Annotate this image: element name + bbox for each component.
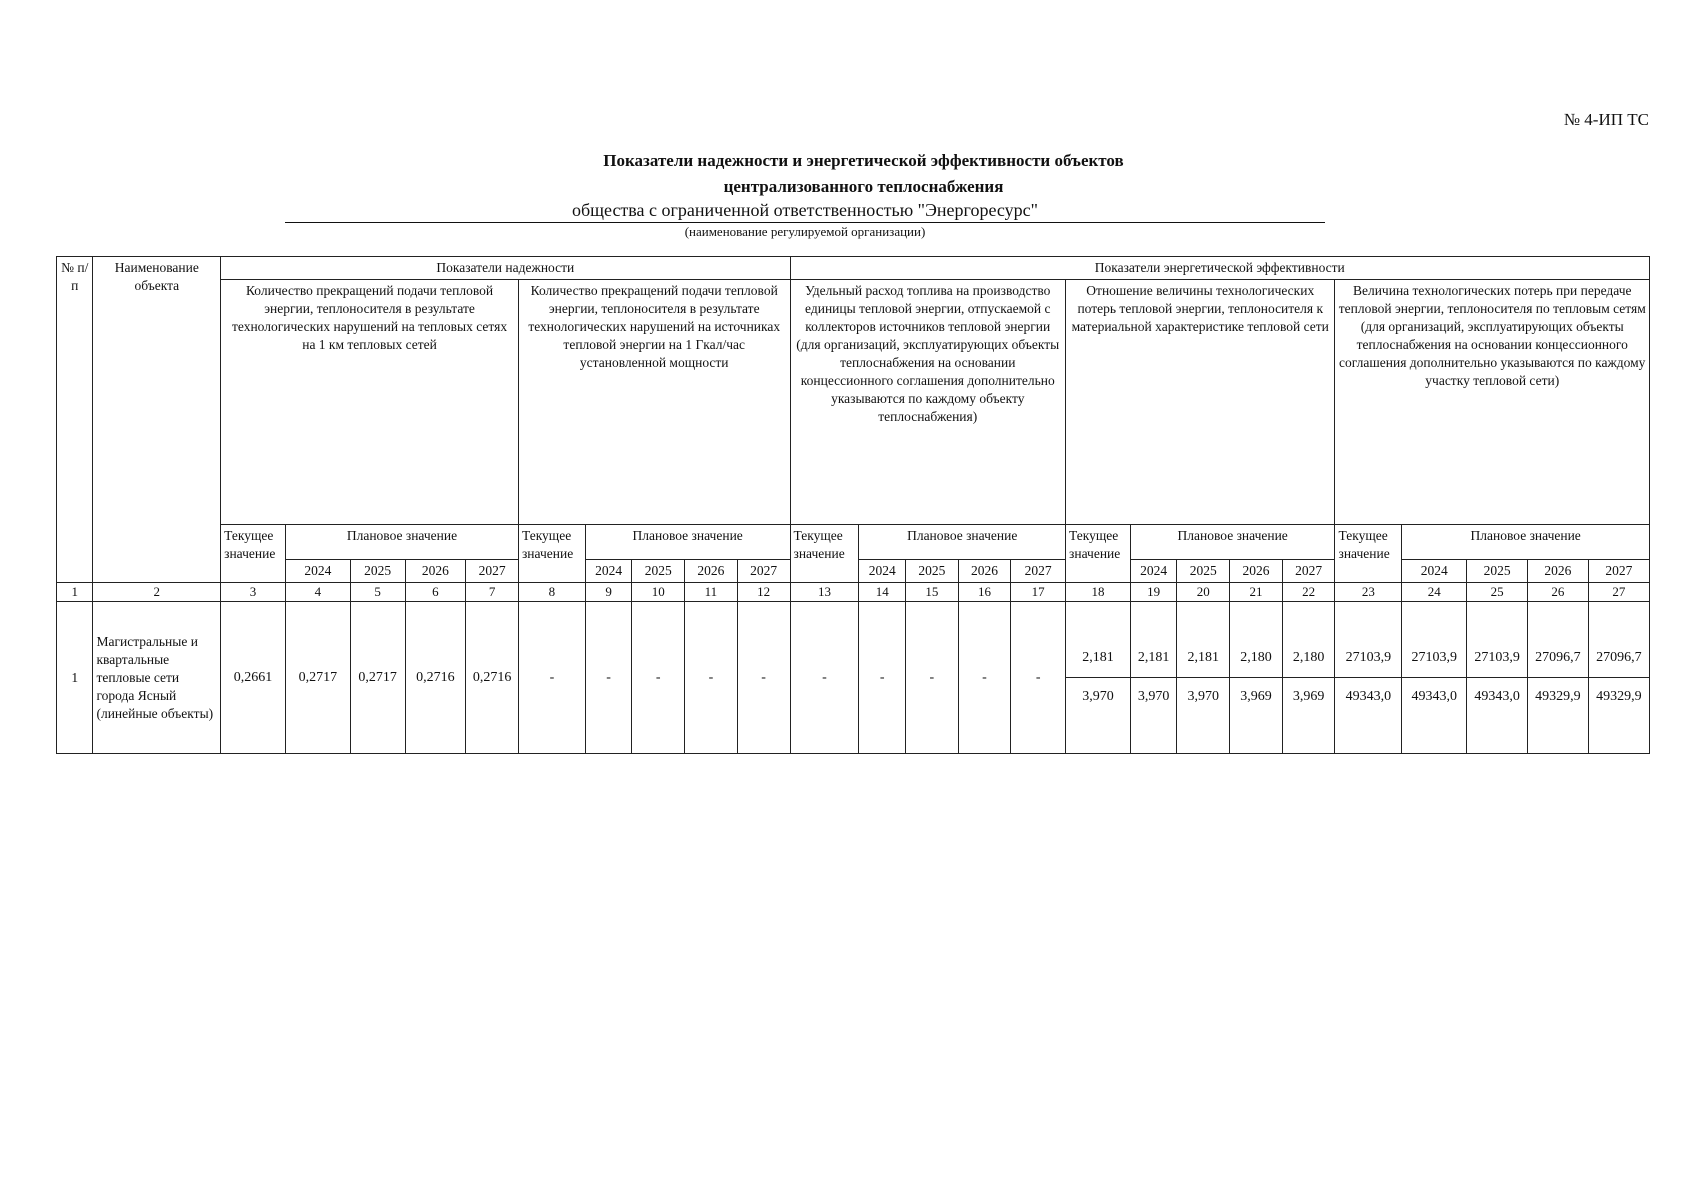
col-number: 8	[518, 583, 585, 602]
title-line-1: Показатели надежности и энергетической эффективности объектов	[603, 151, 1124, 170]
col-number: 3	[221, 583, 286, 602]
col-number: 14	[859, 583, 906, 602]
value-lower: 3,969	[1283, 677, 1335, 716]
value-upper: 2,180	[1240, 650, 1272, 665]
col-number: 23	[1335, 583, 1402, 602]
year-cell: 2024	[585, 560, 632, 583]
ind4-2026	[1230, 602, 1283, 754]
header-name: Наименование объекта	[93, 257, 221, 583]
ind1-2024: 0,2717	[285, 602, 350, 754]
ind1-current: 0,2661	[221, 602, 286, 754]
value-upper: 2,180	[1292, 650, 1325, 665]
col-number: 24	[1402, 583, 1467, 602]
planned-label: Плановое значение	[585, 525, 790, 560]
col-number: 20	[1177, 583, 1230, 602]
header-row-value-types	[57, 525, 1650, 560]
value-upper: 27103,9	[1411, 650, 1458, 665]
value-upper: 27096,7	[1596, 650, 1642, 665]
indicator-5-desc: Величина технологических потерь при передаче тепловой энергии, теплоносителя по тепловым сетям (для организаций, эксплуатирующих объекты теплоснабжения на основании концессионного соглашения дополнительно указываются по каждому участку тепловой сети)	[1335, 280, 1650, 525]
year-cell: 2025	[1177, 560, 1230, 583]
col-number: 21	[1230, 583, 1283, 602]
year-cell: 2024	[285, 560, 350, 583]
ind4-2027	[1282, 602, 1335, 754]
planned-label: Плановое значение	[1130, 525, 1335, 560]
ind4-2024	[1130, 602, 1177, 754]
col-number: 1	[57, 583, 93, 602]
ind5-2026	[1527, 602, 1588, 754]
indicators-table	[56, 256, 1650, 754]
value-upper: 2,181	[1187, 650, 1220, 665]
value-lower: 49329,9	[1589, 677, 1649, 716]
col-number: 11	[685, 583, 738, 602]
col-number: 13	[790, 583, 859, 602]
header-reliability: Показатели надежности	[221, 257, 790, 280]
col-number: 18	[1066, 583, 1131, 602]
ind3-2026: -	[958, 602, 1011, 754]
col-number: 9	[585, 583, 632, 602]
year-cell: 2026	[958, 560, 1011, 583]
planned-label: Плановое значение	[285, 525, 518, 560]
header-row-indicators	[57, 280, 1650, 525]
year-cell: 2025	[905, 560, 958, 583]
value-lower: 3,970	[1131, 677, 1177, 716]
ind2-2024: -	[585, 602, 632, 754]
header-row-groups	[57, 257, 1650, 280]
ind2-2026: -	[685, 602, 738, 754]
year-cell: 2025	[350, 560, 405, 583]
ind3-2025: -	[905, 602, 958, 754]
planned-label: Плановое значение	[859, 525, 1066, 560]
ind1-2026: 0,2716	[405, 602, 466, 754]
header-no: № п/п	[57, 257, 93, 583]
col-number: 7	[466, 583, 519, 602]
column-numbers-row	[57, 583, 1650, 602]
col-number: 19	[1130, 583, 1177, 602]
col-number: 12	[737, 583, 790, 602]
value-lower: 3,969	[1230, 677, 1282, 716]
year-cell: 2026	[1230, 560, 1283, 583]
col-number: 26	[1527, 583, 1588, 602]
indicator-2-desc: Количество прекращений подачи тепловой энергии, теплоносителя в результате технологических нарушений на источниках тепловой энергии на 1 Гкал/час установленной мощности	[518, 280, 790, 525]
value-lower: 49343,0	[1335, 677, 1401, 716]
year-cell: 2027	[1011, 560, 1066, 583]
col-number: 27	[1588, 583, 1649, 602]
year-cell: 2024	[859, 560, 906, 583]
year-cell: 2027	[466, 560, 519, 583]
ind5-2025	[1467, 602, 1528, 754]
planned-label: Плановое значение	[1402, 525, 1650, 560]
col-number: 5	[350, 583, 405, 602]
col-number: 16	[958, 583, 1011, 602]
organization-name: общества с ограниченной ответственностью "Энергоресурс"	[285, 198, 1325, 223]
table-row	[57, 602, 1650, 754]
value-lower: 49343,0	[1402, 677, 1466, 716]
value-lower: 49343,0	[1467, 677, 1527, 716]
ind3-current: -	[790, 602, 859, 754]
year-cell: 2026	[405, 560, 466, 583]
ind2-2025: -	[632, 602, 685, 754]
ind3-2027: -	[1011, 602, 1066, 754]
ind2-2027: -	[737, 602, 790, 754]
year-cell: 2027	[1588, 560, 1649, 583]
document-title	[0, 148, 1697, 200]
col-number: 6	[405, 583, 466, 602]
col-number: 4	[285, 583, 350, 602]
row-number: 1	[57, 602, 93, 754]
year-cell: 2026	[1527, 560, 1588, 583]
year-cell: 2025	[632, 560, 685, 583]
ind2-current: -	[518, 602, 585, 754]
value-lower: 49329,9	[1528, 677, 1588, 716]
value-lower: 3,970	[1177, 677, 1229, 716]
ind5-2024	[1402, 602, 1467, 754]
value-upper: 27103,9	[1474, 650, 1520, 665]
title-line-2: централизованного теплоснабжения	[723, 177, 1004, 196]
ind4-2025	[1177, 602, 1230, 754]
value-upper: 2,181	[1082, 650, 1114, 665]
value-lower: 3,970	[1066, 677, 1130, 716]
col-number: 17	[1011, 583, 1066, 602]
year-cell: 2024	[1402, 560, 1467, 583]
col-number: 25	[1467, 583, 1528, 602]
ind5-2027	[1588, 602, 1649, 754]
current-label: Текущее значение	[518, 525, 585, 583]
object-name: Магистральные и квартальные тепловые сети города Ясный (линейные объекты)	[93, 602, 221, 754]
col-number: 15	[905, 583, 958, 602]
value-upper: 27096,7	[1535, 650, 1581, 665]
current-label: Текущее значение	[221, 525, 286, 583]
year-cell: 2027	[1282, 560, 1335, 583]
ind1-2025: 0,2717	[350, 602, 405, 754]
year-cell: 2025	[1467, 560, 1528, 583]
indicator-4-desc: Отношение величины технологических потерь тепловой энергии, теплоносителя к материальной характеристике тепловой сети	[1066, 280, 1335, 525]
indicator-1-desc: Количество прекращений подачи тепловой энергии, теплоносителя в результате технологических нарушений на тепловых сетях на 1 км тепловых сетей	[221, 280, 519, 525]
value-upper: 27103,9	[1345, 650, 1392, 665]
col-number: 10	[632, 583, 685, 602]
value-upper: 2,181	[1137, 650, 1170, 665]
current-label: Текущее значение	[1335, 525, 1402, 583]
col-number: 2	[93, 583, 221, 602]
header-efficiency: Показатели энергетической эффективности	[790, 257, 1650, 280]
indicator-3-desc: Удельный расход топлива на производство единицы тепловой энергии, отпускаемой с коллекторов источников тепловой энергии (для организаций, эксплуатирующих объекты теплоснабжения на основании концессионного соглашения дополнительно указываются по каждому объекту теплоснабжения)	[790, 280, 1066, 525]
year-cell: 2027	[737, 560, 790, 583]
current-label: Текущее значение	[1066, 525, 1131, 583]
col-number: 22	[1282, 583, 1335, 602]
ind5-current	[1335, 602, 1402, 754]
document-number: № 4-ИП ТС	[1563, 110, 1649, 129]
year-cell: 2026	[685, 560, 738, 583]
organization-caption: (наименование регулируемой организации)	[684, 224, 926, 239]
current-label: Текущее значение	[790, 525, 859, 583]
year-cell: 2024	[1130, 560, 1177, 583]
ind4-current	[1066, 602, 1131, 754]
ind1-2027: 0,2716	[466, 602, 519, 754]
ind3-2024: -	[859, 602, 906, 754]
